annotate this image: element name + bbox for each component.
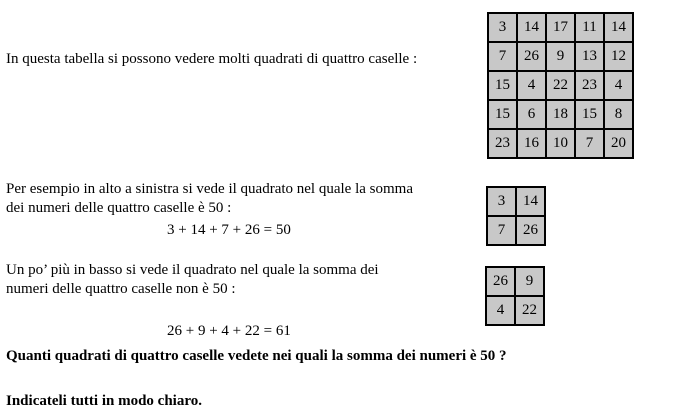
grid-cell: 4: [486, 296, 515, 325]
example2-line1: Un po’ più in basso si vede il quadrato nel quale la somma dei: [6, 262, 379, 278]
grid-cell: 16: [517, 129, 546, 158]
example2-grid: [485, 266, 545, 326]
grid-cell: 15: [575, 100, 604, 129]
grid-row: [486, 296, 544, 325]
grid-cell: 10: [546, 129, 575, 158]
grid-cell: 22: [515, 296, 544, 325]
grid-cell: 26: [486, 267, 515, 296]
grid-cell: 4: [604, 71, 633, 100]
grid-cell: 23: [575, 71, 604, 100]
grid-cell: 13: [575, 42, 604, 71]
grid-row: [487, 187, 545, 216]
example2-equation: 26 + 9 + 4 + 22 = 61: [167, 323, 291, 339]
grid-cell: 14: [604, 13, 633, 42]
grid-cell: 23: [488, 129, 517, 158]
grid-cell: 6: [517, 100, 546, 129]
instruction-text: Indicateli tutti in modo chiaro.: [6, 393, 202, 409]
main-number-grid: [487, 12, 634, 159]
grid-cell: 22: [546, 71, 575, 100]
grid-cell: 20: [604, 129, 633, 158]
grid-cell: 12: [604, 42, 633, 71]
grid-row: [488, 13, 633, 42]
intro-text: In questa tabella si possono vedere molti quadrati di quattro caselle :: [6, 51, 418, 67]
grid-row: [488, 42, 633, 71]
grid-cell: 17: [546, 13, 575, 42]
grid-cell: 26: [516, 216, 545, 245]
grid-cell: 14: [516, 187, 545, 216]
grid-cell: 3: [488, 13, 517, 42]
grid-row: [487, 216, 545, 245]
grid-cell: 26: [517, 42, 546, 71]
grid-cell: 7: [488, 42, 517, 71]
grid-cell: 3: [487, 187, 516, 216]
question-text: Quanti quadrati di quattro caselle vedete nei quali la somma dei numeri è 50 ?: [6, 348, 507, 364]
grid-row: [488, 100, 633, 129]
grid-cell: 7: [575, 129, 604, 158]
grid-cell: 15: [488, 71, 517, 100]
grid-cell: 15: [488, 100, 517, 129]
grid-cell: 9: [546, 42, 575, 71]
grid-cell: 11: [575, 13, 604, 42]
grid-cell: 8: [604, 100, 633, 129]
grid-row: [486, 267, 544, 296]
example1-grid: [486, 186, 546, 246]
grid-row: [488, 71, 633, 100]
grid-row: [488, 129, 633, 158]
grid-cell: 4: [517, 71, 546, 100]
example1-line1: Per esempio in alto a sinistra si vede il quadrato nel quale la somma: [6, 181, 413, 197]
grid-cell: 14: [517, 13, 546, 42]
example1-line2: dei numeri delle quattro caselle è 50 :: [6, 200, 232, 216]
grid-cell: 18: [546, 100, 575, 129]
example1-equation: 3 + 14 + 7 + 26 = 50: [167, 222, 291, 238]
grid-cell: 9: [515, 267, 544, 296]
example2-line2: numeri delle quattro caselle non è 50 :: [6, 281, 236, 297]
grid-cell: 7: [487, 216, 516, 245]
